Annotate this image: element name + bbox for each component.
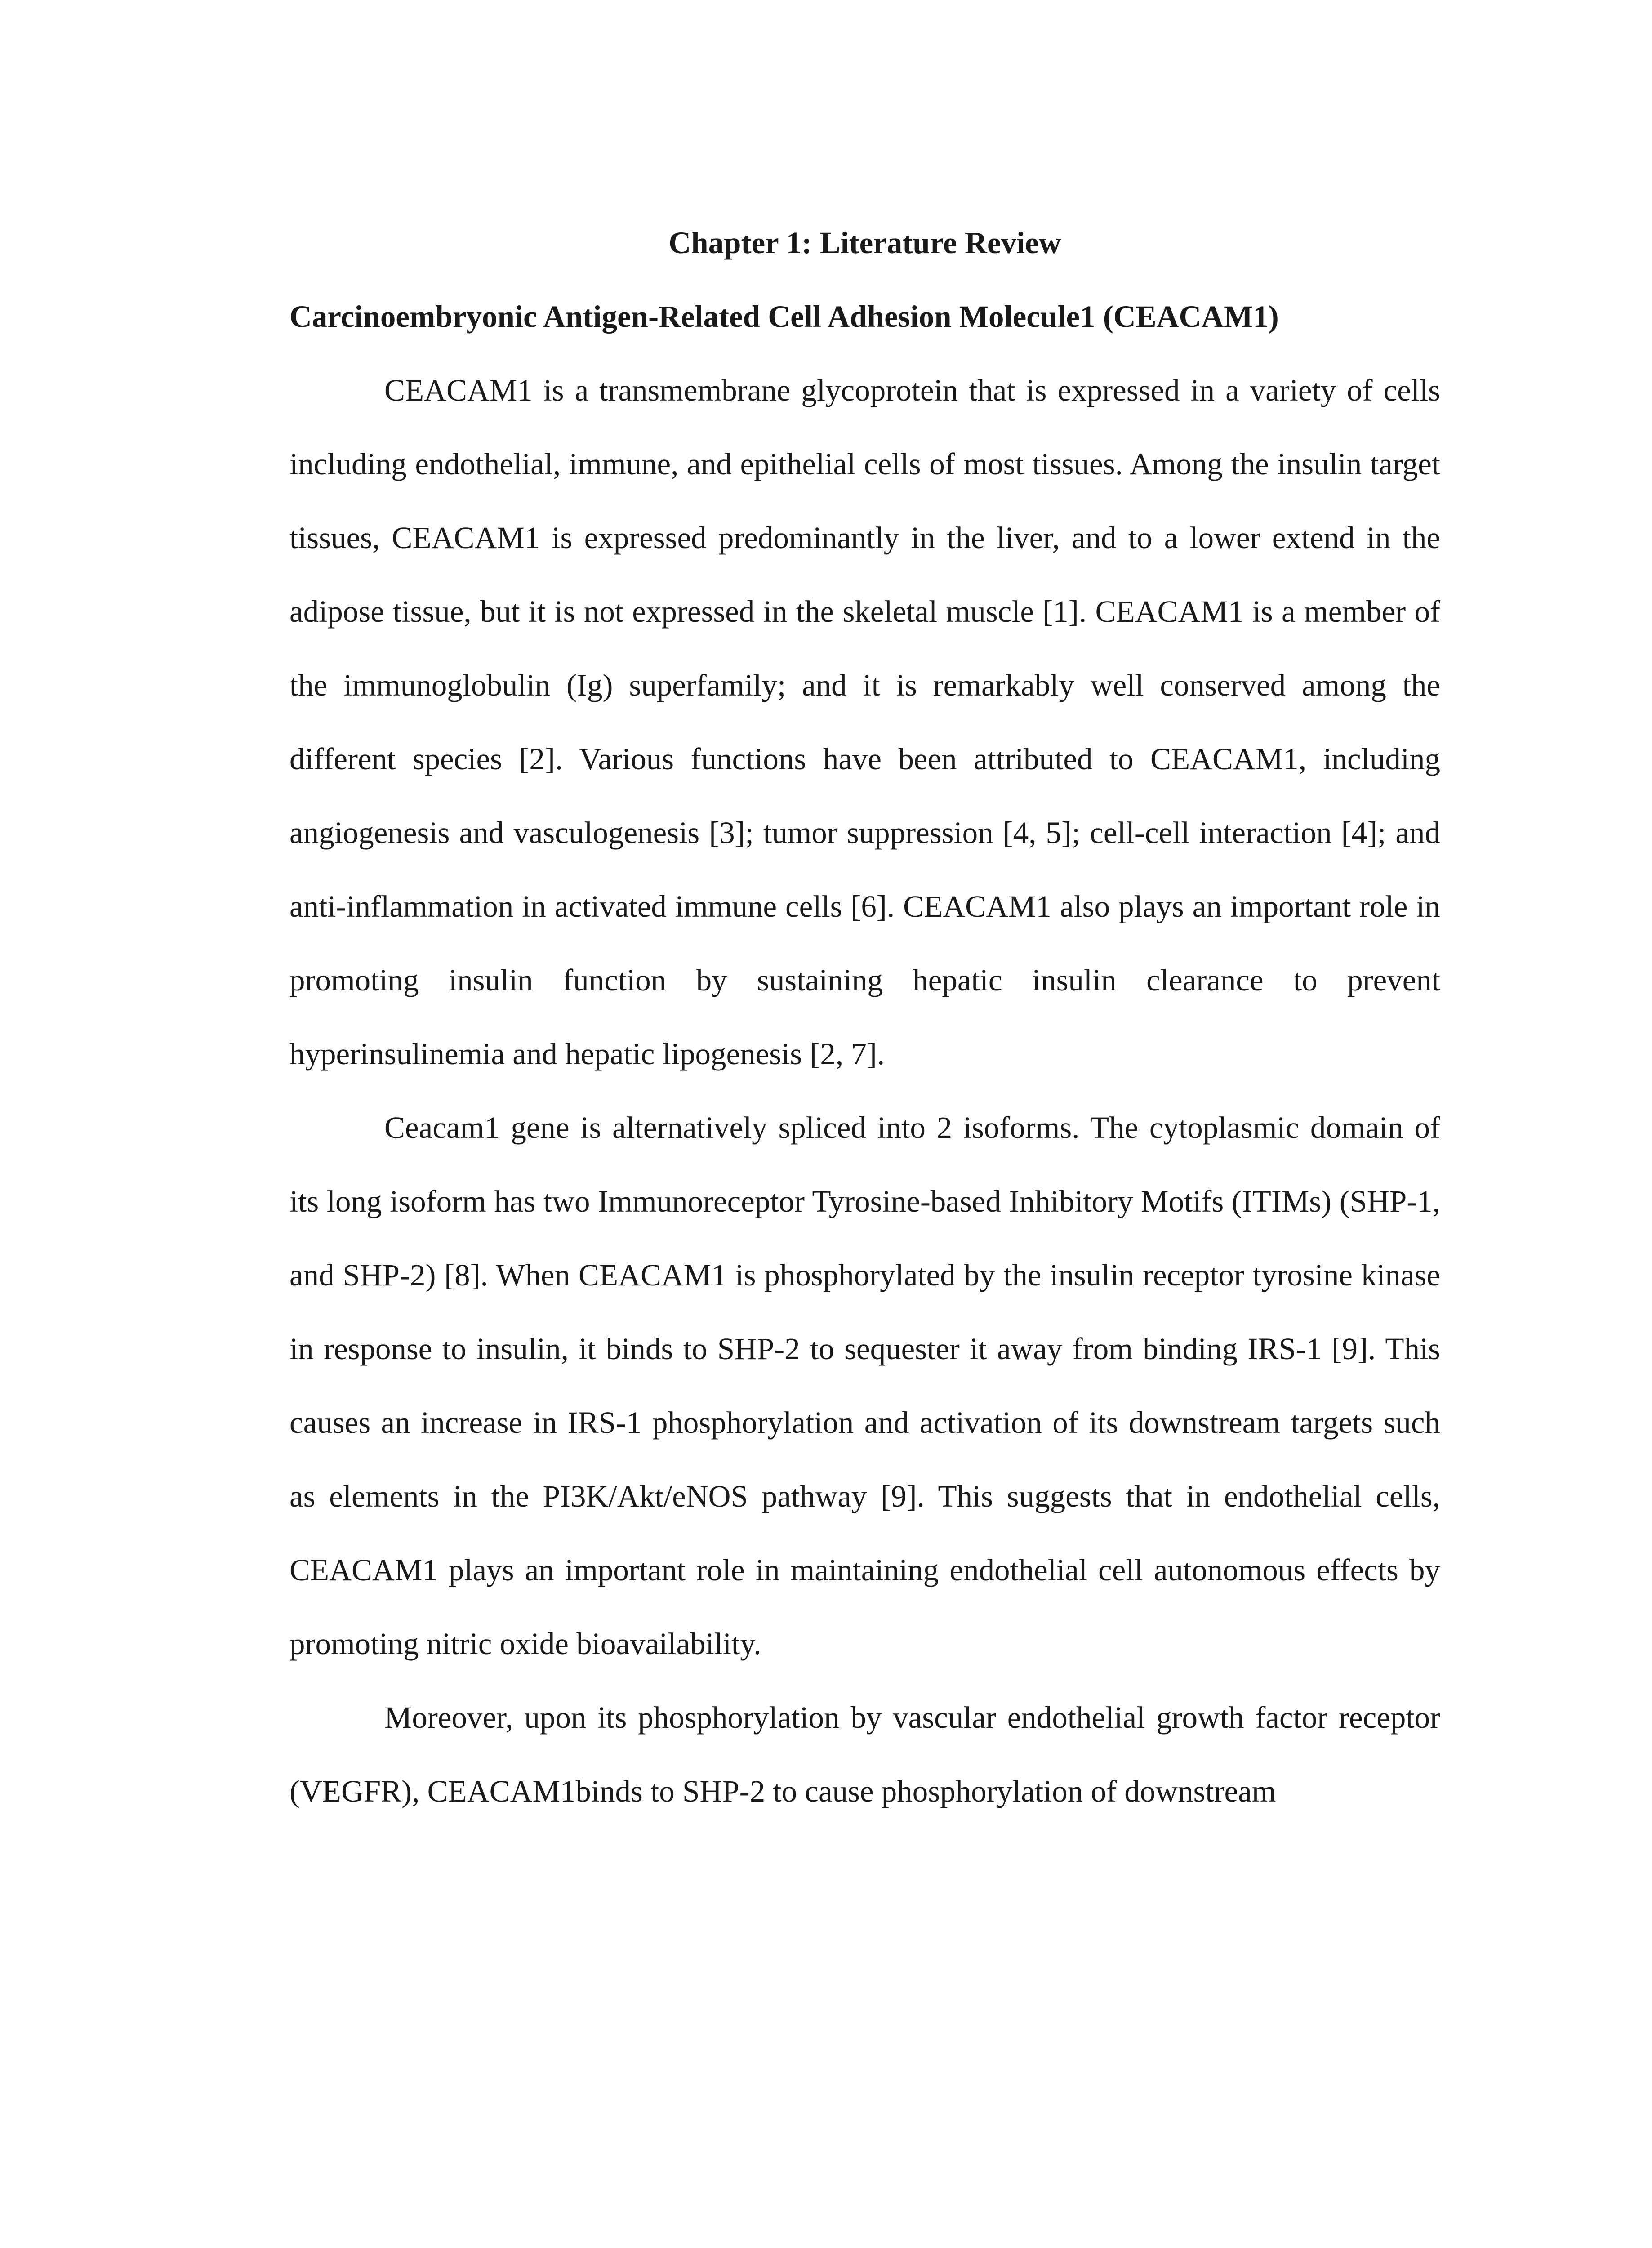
chapter-title: Chapter 1: Literature Review — [668, 226, 1061, 260]
paragraph-ceacam1-vegfr: Moreover, upon its phosphorylation by vascular endothelial growth factor receptor (VEGFR), CEACAM1binds to SHP-2 to cause phosphorylation of downstream — [289, 1700, 1440, 1808]
paragraph-ceacam1-isoforms: Ceacam1 gene is alternatively spliced into 2 isoforms. The cytoplasmic domain of its long isoform has two Immunoreceptor Tyrosine-based Inhibitory Motifs (ITIMs) (SHP-1, and SHP-2) [8]. When CEACAM1 is phosphorylated by the insulin receptor tyrosine kinase in response to insulin, it binds to SHP-2 to sequester it away from binding IRS-1 [9]. This causes an increase in IRS-1 phosphorylation and activation of its downstream targets such as elements in the PI3K/Akt/eNOS pathway [9]. This suggests that in endothelial cells, CEACAM1 plays an important role in maintaining endothelial cell autonomous effects by promoting nitric oxide bioavailability. — [289, 1111, 1440, 1661]
page-body — [289, 206, 1440, 1828]
paragraph-ceacam1-overview: CEACAM1 is a transmembrane glycoprotein that is expressed in a variety of cells including endothelial, immune, and epithelial cells of most tissues. Among the insulin target tissues, CEACAM1 is expressed predominantly in the liver, and to a lower extend in the adipose tissue, but it is not expressed in the skeletal muscle [1]. CEACAM1 is a member of the immunoglobulin (Ig) superfamily; and it is remarkably well conserved among the different species [2]. Various functions have been attributed to CEACAM1, including angiogenesis and vasculogenesis [3]; tumor suppression [4, 5]; cell-cell interaction [4]; and anti-inflammation in activated immune cells [6]. CEACAM1 also plays an important role in promoting insulin function by sustaining hepatic insulin clearance to prevent hyperinsulinemia and hepatic lipogenesis [2, 7]. — [289, 373, 1440, 1071]
section-heading: Carcinoembryonic Antigen-Related Cell Adhesion Molecule1 (CEACAM1) — [289, 299, 1279, 334]
